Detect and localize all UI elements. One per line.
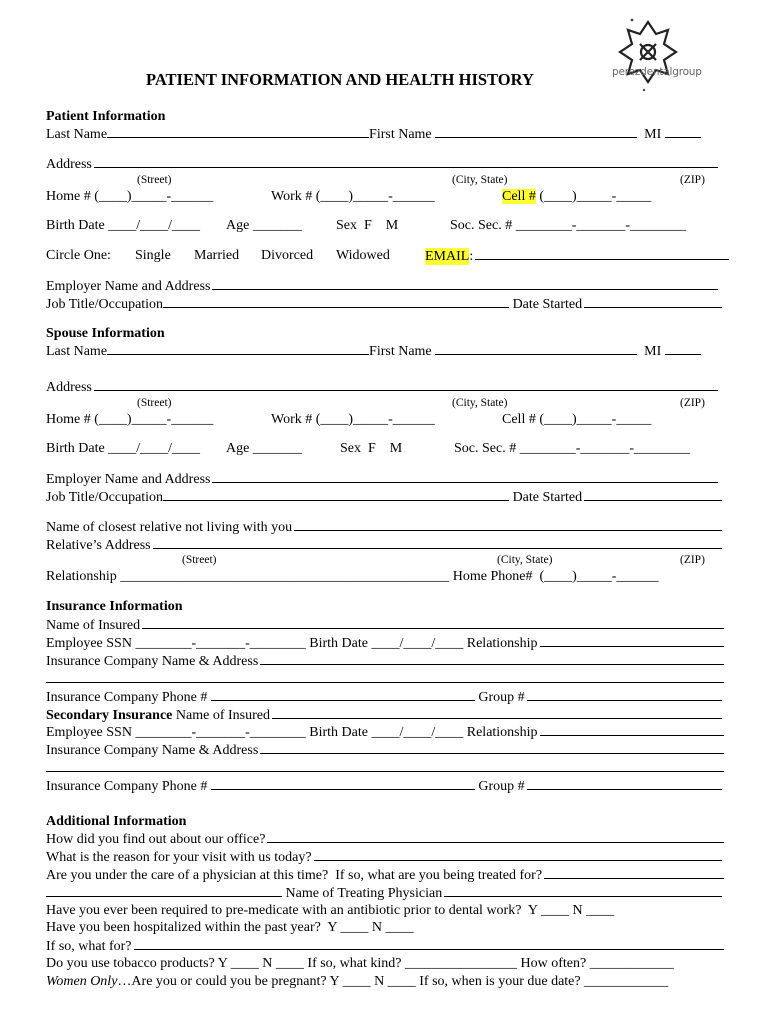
spouse-last-name-field[interactable]	[107, 342, 369, 355]
spouse-job-row	[46, 488, 722, 506]
spouse-work-phone-field[interactable]: Work # (____)_____-______	[271, 412, 435, 427]
company2-phone-field[interactable]	[211, 777, 475, 790]
hospitalized-question[interactable]: Have you been hospitalized within the past year? Y ____ N ____	[46, 920, 414, 935]
status-married[interactable]: Married	[194, 248, 240, 263]
ssn-field[interactable]: Soc. Sec. # ________-_______-________	[450, 218, 687, 233]
employee-ssn2-field[interactable]: Employee SSN ________-_______-________ Birth Date ____/____/____ Relationship	[46, 725, 538, 740]
hospital-reason-label: If so, what for?	[46, 939, 132, 954]
company-row	[46, 652, 724, 670]
company-field[interactable]	[260, 652, 724, 665]
physician-care-row	[46, 866, 724, 884]
spouse-job-label: Job Title/Occupation	[46, 490, 164, 505]
company2-field[interactable]	[260, 741, 724, 754]
relative-row	[46, 518, 722, 536]
status-single[interactable]: Single	[135, 248, 171, 263]
employer-label: Employer Name and Address	[46, 279, 211, 294]
group-label: Group #	[478, 690, 525, 705]
additional-heading: Additional Information	[46, 814, 187, 829]
spouse-date-started-field[interactable]	[584, 488, 722, 501]
secondary-insured-field[interactable]	[272, 706, 722, 719]
find-office-row	[46, 830, 724, 848]
spouse-date-started-label: Date Started	[512, 490, 583, 505]
tobacco-question[interactable]: Do you use tobacco products? Y ____ N ____ If so, what kind? ________________ How often? ____________	[46, 956, 674, 971]
relationship2-field[interactable]	[540, 723, 724, 736]
first-name-label: First Name	[369, 127, 432, 142]
logo-wordmark: perezdentalgroup	[612, 66, 702, 78]
birth-date-field[interactable]: Birth Date ____/____/____	[46, 218, 200, 233]
pregnancy-question[interactable]: Women Only…Are you or could you be pregnant? Y ____ N ____ If so, when is your due date? ____________	[46, 974, 669, 989]
job-label: Job Title/Occupation	[46, 297, 164, 312]
spouse-cell-phone-field[interactable]: Cell # (____)_____-_____	[502, 412, 652, 427]
relationship-field[interactable]	[540, 634, 724, 647]
relative-address-label: Relative’s Address	[46, 538, 151, 553]
closest-relative-label: Name of closest relative not living with you	[46, 520, 293, 535]
company2-row	[46, 741, 724, 759]
company2-phone-label: Insurance Company Phone #	[46, 779, 208, 794]
perez-dental-logo	[610, 14, 690, 94]
spouse-first-name-field[interactable]	[435, 342, 637, 355]
spouse-employer-row	[46, 470, 718, 488]
reason-field[interactable]	[314, 848, 722, 861]
company-phone-label: Insurance Company Phone #	[46, 690, 208, 705]
physician-care-label: Are you under the care of a physician at this time? If so, what are you being treated for?	[46, 868, 543, 883]
insurance-heading: Insurance Information	[46, 599, 183, 614]
spouse-age-field[interactable]: Age _______	[226, 441, 302, 456]
job-field[interactable]	[163, 295, 509, 308]
find-office-field[interactable]	[267, 830, 724, 843]
physician-name-label: Name of Treating Physician	[285, 886, 443, 901]
group-field[interactable]	[527, 688, 722, 701]
age-field[interactable]: Age _______	[226, 218, 302, 233]
spouse-street-caption: (Street)	[137, 397, 172, 409]
spouse-last-name-label: Last Name	[46, 344, 108, 359]
employer-field[interactable]	[212, 277, 718, 290]
job-row	[46, 295, 722, 313]
spouse-address-field[interactable]	[94, 378, 718, 391]
physician-name-field[interactable]	[444, 884, 722, 897]
relative-city-state-caption: (City, State)	[497, 554, 553, 566]
relationship-phone-field[interactable]: Relationship _______________________________________________ Home Phone# (____)_____-______	[46, 569, 659, 584]
patient-heading: Patient Information	[46, 109, 166, 124]
spouse-mi-label: MI	[644, 344, 662, 359]
sex-field[interactable]: Sex F M	[336, 218, 399, 233]
company2-extra-line[interactable]	[46, 771, 724, 772]
spouse-birth-date-field[interactable]: Birth Date ____/____/____	[46, 441, 200, 456]
mi-label: MI	[644, 127, 662, 142]
relative-zip-caption: (ZIP)	[680, 554, 705, 566]
physician-care-field[interactable]	[544, 866, 724, 879]
email-label: EMAIL	[425, 249, 470, 264]
spouse-address-row	[46, 378, 718, 396]
reason-label: What is the reason for your visit with us today?	[46, 850, 312, 865]
group2-label: Group #	[478, 779, 525, 794]
last-name-label: Last Name	[46, 127, 108, 142]
spouse-name-row	[46, 342, 716, 360]
reason-row	[46, 848, 722, 866]
closest-relative-field[interactable]	[294, 518, 722, 531]
spouse-address-label: Address	[46, 380, 92, 395]
hospital-reason-field[interactable]	[134, 937, 724, 950]
city-state-caption: (City, State)	[452, 174, 508, 186]
company-extra-line[interactable]	[46, 682, 724, 683]
email-row: EMAIL :	[425, 247, 729, 265]
status-widowed[interactable]: Widowed	[336, 248, 390, 263]
women-only-label: Women Only	[46, 974, 118, 989]
patient-address-row	[46, 155, 718, 173]
address-label: Address	[46, 157, 92, 172]
work-phone-field[interactable]: Work # (____)_____-______	[271, 189, 435, 204]
company2-phone-row	[46, 777, 722, 795]
find-office-label: How did you find out about our office?	[46, 832, 266, 847]
company-phone-row	[46, 688, 722, 706]
spouse-job-field[interactable]	[163, 488, 509, 501]
relative-street-caption: (Street)	[182, 554, 217, 566]
employer-row	[46, 277, 718, 295]
spouse-employer-label: Employer Name and Address	[46, 472, 211, 487]
email-field[interactable]	[475, 247, 729, 260]
name-insured-field[interactable]	[142, 616, 724, 629]
company-phone-field[interactable]	[211, 688, 475, 701]
zip-caption: (ZIP)	[680, 174, 705, 186]
street-caption: (Street)	[137, 174, 172, 186]
physician-name-row	[46, 884, 722, 902]
employee-ssn-field[interactable]: Employee SSN ________-_______-________ Birth Date ____/____/____ Relationship	[46, 636, 538, 651]
cell-phone-field[interactable]: Cell # (____)_____-_____	[502, 189, 652, 204]
status-divorced[interactable]: Divorced	[261, 248, 314, 263]
spouse-ssn-field[interactable]: Soc. Sec. # ________-_______-________	[454, 441, 691, 456]
patient-name-row	[46, 125, 716, 143]
employee-ssn-row	[46, 634, 724, 652]
spouse-mi-field[interactable]	[665, 342, 701, 355]
employee-ssn2-row	[46, 723, 724, 741]
secondary-label: Secondary Insurance	[46, 708, 173, 723]
date-started-label: Date Started	[512, 297, 583, 312]
name-insured-label: Name of Insured	[46, 618, 141, 633]
name-insured-row	[46, 616, 724, 634]
home-phone-field[interactable]: Home # (____)_____-______	[46, 189, 214, 204]
secondary-row: Secondary Insurance Name of Insured	[46, 706, 722, 724]
spouse-zip-caption: (ZIP)	[680, 397, 705, 409]
company-label: Insurance Company Name & Address	[46, 654, 259, 669]
premedicate-question[interactable]: Have you ever been required to pre-medicate with an antibiotic prior to dental work? Y ____ N ____	[46, 903, 615, 918]
hospital-reason-row	[46, 937, 724, 955]
page-title: PATIENT INFORMATION AND HEALTH HISTORY	[146, 70, 534, 89]
last-name-field[interactable]	[107, 125, 369, 138]
spouse-city-state-caption: (City, State)	[452, 397, 508, 409]
treatment-field[interactable]	[46, 884, 282, 897]
spouse-home-phone-field[interactable]: Home # (____)_____-______	[46, 412, 214, 427]
circle-one-label: Circle One:	[46, 248, 111, 263]
mi-field[interactable]	[665, 125, 701, 138]
cell-label: Cell #	[502, 189, 536, 204]
company2-label: Insurance Company Name & Address	[46, 743, 259, 758]
relative-address-field[interactable]	[153, 536, 722, 549]
spouse-first-name-label: First Name	[369, 344, 432, 359]
address-field[interactable]	[94, 155, 718, 168]
spouse-heading: Spouse Information	[46, 326, 165, 341]
relative-address-row	[46, 536, 722, 554]
group2-field[interactable]	[527, 777, 722, 790]
spouse-sex-field[interactable]: Sex F M	[340, 441, 403, 456]
spouse-employer-field[interactable]	[212, 470, 718, 483]
first-name-field[interactable]	[435, 125, 637, 138]
date-started-field[interactable]	[584, 295, 722, 308]
